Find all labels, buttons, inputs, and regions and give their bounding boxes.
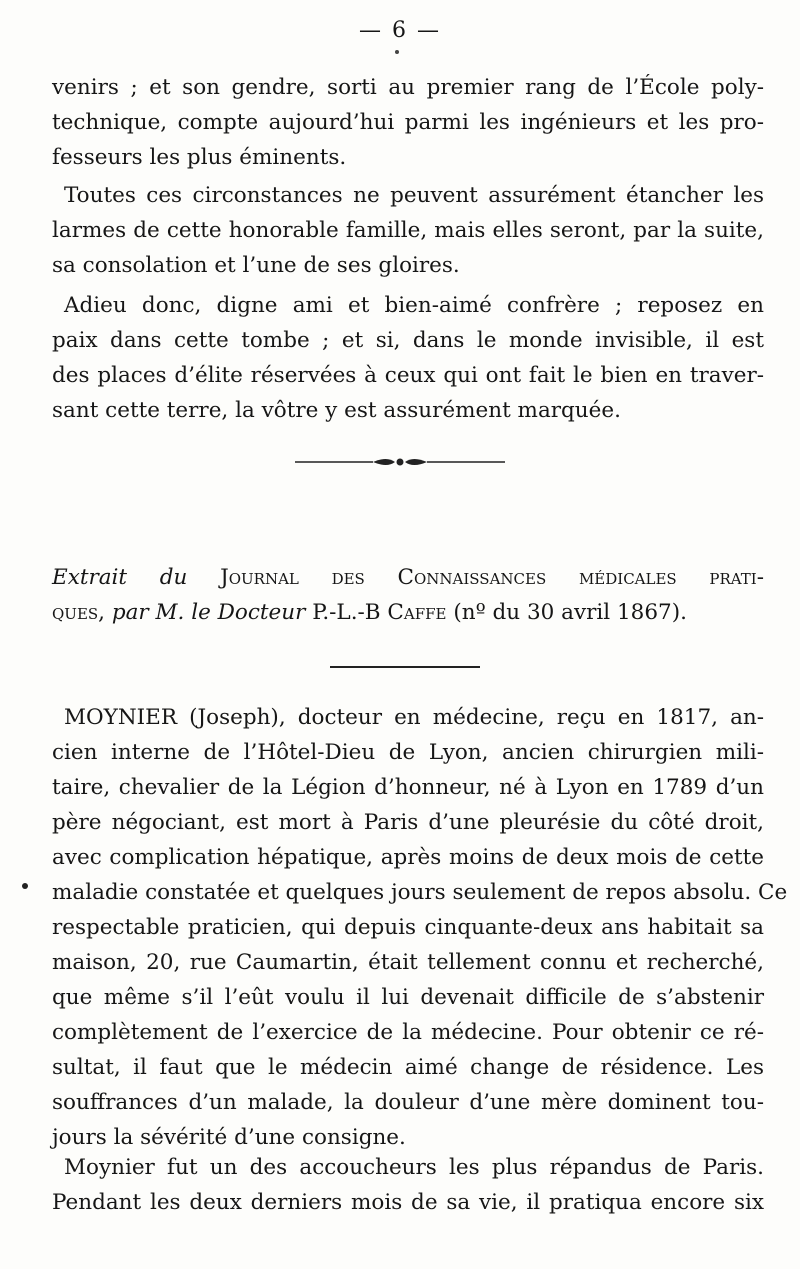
text-line: complètement de l’exercice de la médecine. Pour obtenir ce ré- (52, 1020, 764, 1045)
text-line: sa consolation et l’une de ses gloires. (52, 253, 460, 278)
margin-mark (22, 883, 28, 889)
text-line: jours la sévérité d’une consigne. (52, 1125, 406, 1150)
text-line: souffrances d’un malade, la douleur d’une mère dominent tou- (52, 1090, 764, 1115)
text-line: technique, compte aujourd’hui parmi les ingénieurs et les pro- (52, 110, 764, 135)
paragraph-adieu (52, 288, 764, 428)
issue-reference: (nº du 30 avril 1867). (453, 600, 687, 625)
text-line: paix dans cette tombe ; et si, dans le monde invisible, il est (52, 328, 764, 353)
paragraph-moynier-bio (52, 700, 788, 1155)
extract-heading (52, 560, 764, 630)
paragraph-circonstances (52, 178, 764, 283)
text-line: MOYNIER (Joseph), docteur en médecine, reçu en 1817, an- (64, 705, 764, 730)
text-line: venirs ; et son gendre, sorti au premier rang de l’École poly- (52, 75, 764, 100)
text-line: sultat, il faut que le médecin aimé change de résidence. Les (52, 1055, 764, 1080)
heading-line (52, 595, 764, 630)
journal-title: Journal des Connaissances médicales prati- (220, 565, 765, 590)
text-line: Toutes ces circonstances ne peuvent assurément étancher les (64, 183, 764, 208)
text-line: respectable praticien, qui depuis cinquante-deux ans habitait sa (52, 915, 764, 940)
journal-title-end: ques, (52, 600, 105, 625)
ink-dot (395, 50, 399, 54)
text-line: maladie constatée et quelques jours seulement de repos absolu. Ce (52, 880, 788, 905)
text-line: Adieu donc, digne ami et bien-aimé confrère ; reposez en (64, 293, 764, 318)
text-line: taire, chevalier de la Légion d’honneur, né à Lyon en 1789 d’un (52, 775, 764, 800)
text-line: maison, 20, rue Caumartin, était tellement connu et recherché, (52, 950, 764, 975)
ornamental-rule (295, 455, 505, 469)
extract-label: Extrait du (52, 565, 188, 590)
text-line: que même s’il l’eût voulu il lui devenait difficile de s’abstenir (52, 985, 764, 1010)
text-line: cien interne de l’Hôtel-Dieu de Lyon, ancien chirurgien mili- (52, 740, 764, 765)
text-line: père négociant, est mort à Paris d’une pleurésie du côté droit, (52, 810, 764, 835)
author-name: P.-L.-B Caffe (312, 600, 447, 625)
text-line: Pendant les deux derniers mois de sa vie, il pratiqua encore six (52, 1190, 764, 1215)
short-rule (330, 666, 480, 668)
heading-line (52, 560, 764, 595)
text-line: des places d’élite réservées à ceux qui ont fait le bien en traver- (52, 363, 764, 388)
text-line: sant cette terre, la vôtre y est assurément marquée. (52, 398, 621, 423)
text-line: avec complication hépatique, après moins de deux mois de cette (52, 845, 764, 870)
page-number: — 6 — (359, 18, 441, 43)
text-line: fesseurs les plus éminents. (52, 145, 347, 170)
text-line: Moynier fut un des accoucheurs les plus répandus de Paris. (64, 1155, 764, 1180)
author-intro: par M. le Docteur (111, 600, 306, 625)
paragraph-continuation (52, 70, 764, 175)
text-line: larmes de cette honorable famille, mais elles seront, par la suite, (52, 218, 764, 243)
paragraph-accoucheur (52, 1150, 764, 1220)
